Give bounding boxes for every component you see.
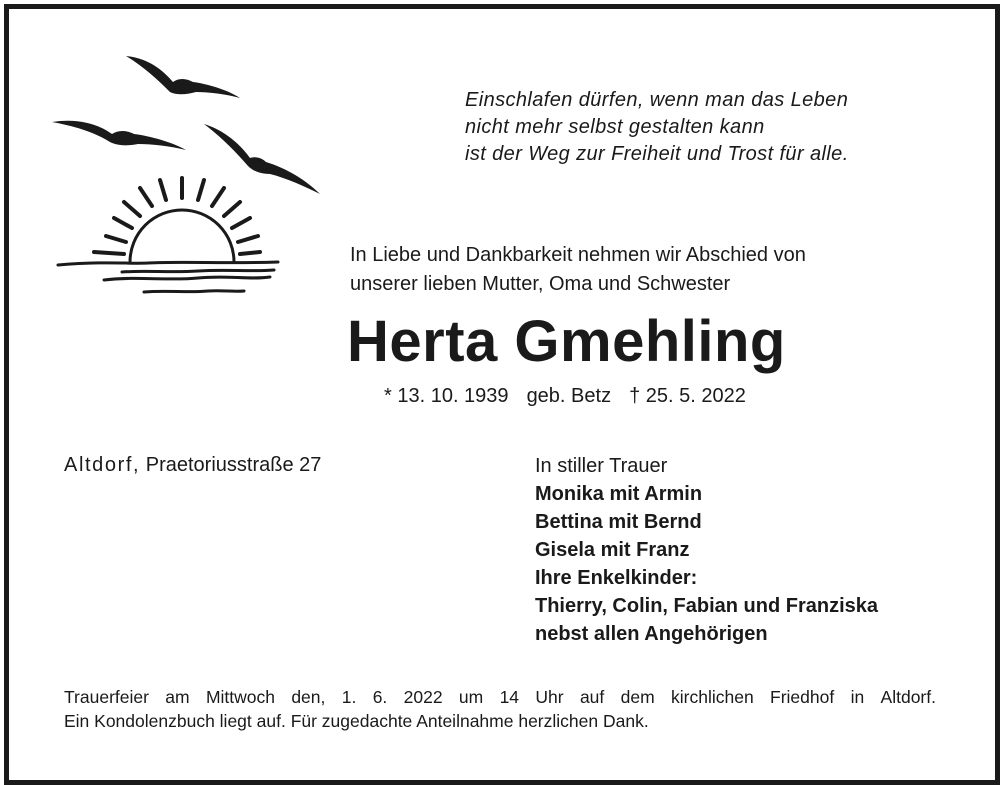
notice-word: auf xyxy=(579,687,605,707)
intro-text xyxy=(350,241,806,299)
notice-word: Friedhof xyxy=(770,687,835,707)
deceased-name: Herta Gmehling xyxy=(347,309,786,374)
mourner-name: Bettina mit Bernd xyxy=(535,511,702,533)
funeral-notice xyxy=(64,685,936,733)
notice-word: Uhr xyxy=(535,687,564,707)
notice-line-1 xyxy=(64,685,936,709)
address xyxy=(64,452,321,478)
notice-word: Altdorf. xyxy=(880,687,936,707)
life-dates xyxy=(384,383,764,409)
mourner-name: nebst allen Angehörigen xyxy=(535,623,768,645)
birth-date: * 13. 10. 1939 xyxy=(384,385,509,407)
notice-word: 6. xyxy=(372,687,388,707)
notice-word: um xyxy=(458,687,484,707)
intro-line: In Liebe und Dankbarkeit nehmen wir Abschied von xyxy=(350,244,806,266)
sunset-icon xyxy=(58,178,278,292)
notice-word: Trauerfeier xyxy=(64,687,149,707)
notice-word: kirchlichen xyxy=(671,687,754,707)
notice-word: 2022 xyxy=(403,687,443,707)
death-date: † 25. 5. 2022 xyxy=(629,385,746,407)
address-town: Altdorf, xyxy=(64,454,141,476)
mourner-name: Monika mit Armin xyxy=(535,483,703,505)
notice-word: den, xyxy=(291,687,326,707)
notice-line-2: Ein Kondolenzbuch liegt auf. Für zugedachte Anteilnahme herzlichen Dank. xyxy=(64,711,649,731)
mourners-lead: In stiller Trauer xyxy=(535,455,668,477)
maiden-name: geb. Betz xyxy=(526,385,612,407)
quote-line: Einschlafen dürfen, wenn man das Leben xyxy=(465,89,849,111)
mourner-name: Gisela mit Franz xyxy=(535,539,690,561)
intro-line: unserer lieben Mutter, Oma und Schwester xyxy=(350,273,731,295)
mourners-list xyxy=(535,452,878,648)
seagulls-icon xyxy=(52,56,320,194)
mourner-name: Ihre Enkelkinder: xyxy=(535,567,698,589)
mourner-name: Thierry, Colin, Fabian und Franziska xyxy=(535,595,879,617)
notice-word: dem xyxy=(620,687,655,707)
notice-word: 14 xyxy=(499,687,520,707)
quote xyxy=(465,87,849,168)
notice-word: am xyxy=(165,687,190,707)
quote-line: nicht mehr selbst gestalten kann xyxy=(465,116,765,138)
notice-word: 1. xyxy=(341,687,357,707)
address-street: Praetoriusstraße 27 xyxy=(145,454,322,476)
notice-word: Mittwoch xyxy=(205,687,275,707)
notice-word: in xyxy=(850,687,865,707)
seagulls-sunset-icon xyxy=(48,48,338,308)
quote-line: ist der Weg zur Freiheit und Trost für alle. xyxy=(465,143,849,165)
